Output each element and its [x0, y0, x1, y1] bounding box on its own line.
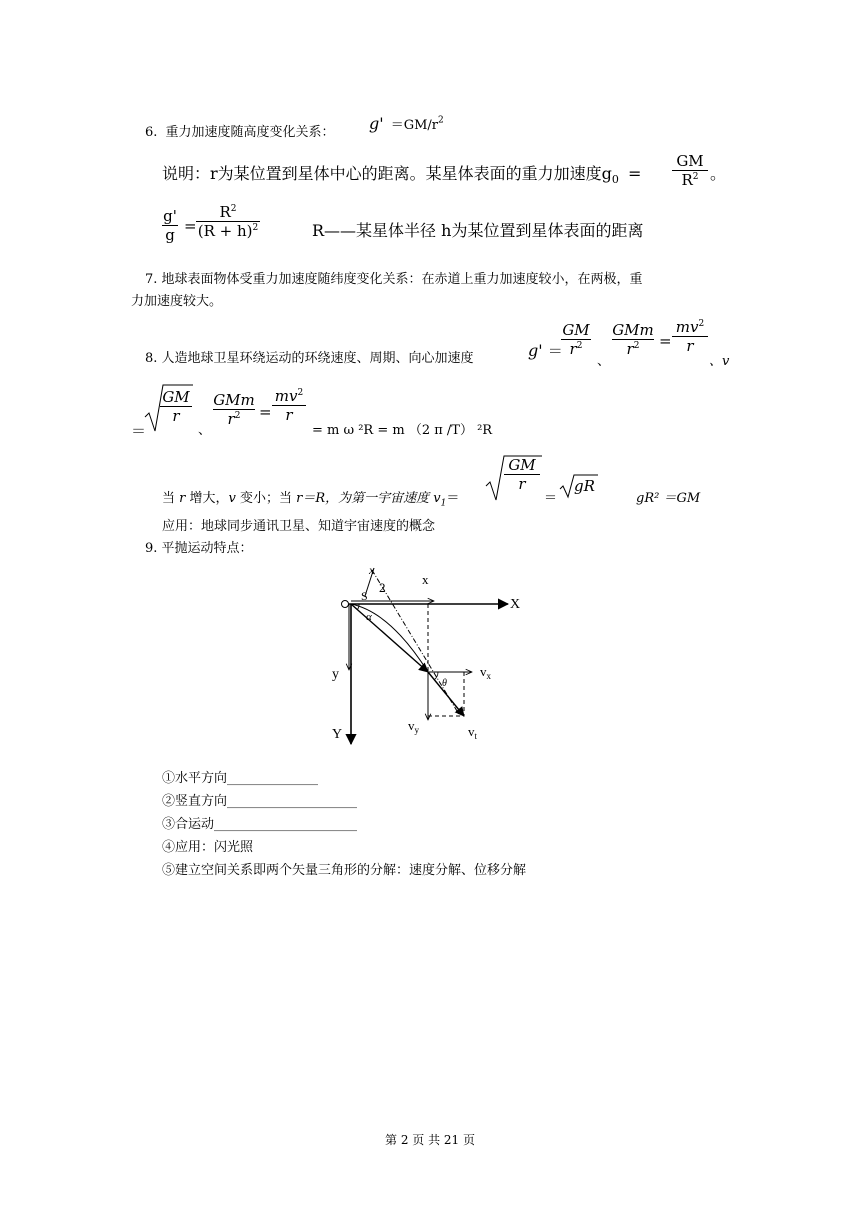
item8-f1-exp: 2 [576, 341, 583, 351]
label-vy: $v_y$ [408, 718, 419, 735]
note-eq: = [628, 164, 642, 183]
line2-sqrt-frac [160, 388, 192, 425]
note-end: 。 [710, 164, 727, 183]
item7-line2: 力加速度较大。 [131, 294, 223, 309]
blank-horizontal: ①水平方向______________ [162, 771, 319, 786]
line2-f3-num: mv [274, 387, 298, 405]
page-footer: 第 2 页 共 21 页 [385, 1133, 475, 1147]
line2-sqrt-num: GM [162, 388, 190, 406]
ratio-eq: = [184, 217, 197, 235]
label-X: X [510, 597, 521, 612]
line3-a: 当 [162, 491, 180, 506]
item8-f3-exp: 2 [698, 319, 705, 329]
ratio-rhs-num: R [219, 203, 231, 221]
item6-label [145, 121, 335, 140]
blank-vertical: ②竖直方向____________________ [162, 794, 358, 809]
item6-note [162, 161, 645, 186]
label-y: y [332, 667, 339, 682]
note-subscript: 0 [611, 173, 619, 187]
item9-application: ④应用：闪光照 [162, 840, 254, 855]
note-text: 说明：r为某位置到星体中心的距离。某星体表面的重力加速度g [162, 164, 612, 183]
line2-tail: = m ω ²R = m （2 π /T） ²R [312, 423, 493, 438]
line3-sqrt-den: r [518, 475, 526, 493]
line3-sqrt-num: GM [508, 456, 536, 474]
item8-f2-exp: 2 [633, 341, 640, 351]
line2-sep: 、 [198, 423, 212, 438]
label-vt: $v_t$ [468, 724, 478, 741]
line2-frac3 [272, 387, 306, 424]
line3-sub: 1 [440, 498, 447, 509]
line2-f3-den: r [285, 406, 293, 424]
line3-b: 增大， [185, 491, 229, 506]
line3-d: r＝R，为第一宇宙速度 v [296, 491, 441, 506]
item8-frac2 [612, 321, 654, 358]
g-prime-symbol: g' [369, 114, 384, 133]
item8-sep: 、 [597, 354, 611, 369]
projectile-diagram [330, 560, 530, 750]
label-alpha: α [366, 611, 372, 623]
note-frac-den: R [681, 171, 693, 189]
item8-f3-den: r [686, 337, 694, 355]
ratio-rhs-den-exp: 2 [252, 223, 259, 233]
ratio-lhs [162, 207, 178, 244]
note-fraction [672, 152, 708, 189]
item8-label: 8. 人造地球卫星环绕运动的环绕速度、周期、向心加速度 [145, 351, 474, 366]
item6-text: 重力加速度随高度变化关系： [165, 125, 335, 140]
line2-f2-exp: 2 [234, 411, 241, 421]
item8-f1-den: r [569, 340, 577, 358]
item8-eq: ＝ [547, 342, 563, 360]
line2-eq: ＝ [131, 422, 147, 440]
label-x-half-2: 2 [379, 580, 386, 595]
item8-application: 应用：地球同步通讯卫星、知道宇宙速度的概念 [162, 519, 436, 534]
line3-sqrt-gr: gR [574, 477, 595, 495]
item9-label: 9. 平抛运动特点： [145, 541, 253, 556]
line3-c: 变小；当 [235, 491, 297, 506]
note-frac-num: GM [676, 152, 704, 170]
item8-f1-num: GM [562, 321, 590, 339]
g-formula-exp: 2 [438, 115, 444, 126]
item8-frac3 [672, 318, 708, 355]
item8-sep-v: 、v [709, 354, 730, 369]
blank-combined: ③合运动______________________ [162, 817, 358, 832]
item8-frac1 [561, 321, 591, 358]
ratio-den: g [165, 226, 175, 244]
line3-sqrt-frac [504, 456, 540, 493]
line2-eq2: = [259, 403, 272, 421]
note-frac-den-exp: 2 [692, 172, 699, 182]
item7-line1: 7. 地球表面物体受重力加速度随纬度变化关系：在赤道上重力加速度较小，在两极，重 [145, 272, 643, 287]
label-x: x [422, 572, 429, 587]
line2-sqrt-den: r [172, 407, 180, 425]
line3-r: r [179, 491, 186, 506]
item8-g-prime: g' [528, 341, 543, 360]
ratio-rhs-den: (R + h) [197, 222, 253, 240]
ratio-num: g' [163, 207, 177, 225]
line2-f3-exp: 2 [297, 388, 304, 398]
line2-frac2 [213, 391, 255, 428]
line3-f: ＝ [544, 491, 558, 506]
item6-number: 6. [145, 125, 158, 140]
line2-f2-num: GMm [213, 391, 255, 409]
label-vx: $v_x$ [480, 664, 491, 681]
item8-gprime [528, 340, 563, 361]
label-theta: θ [442, 678, 447, 689]
item8-f2-den: r [626, 340, 634, 358]
label-x-half-x: x [369, 563, 375, 577]
line3-v: v [228, 491, 236, 506]
item8-eq2: = [659, 332, 672, 350]
ratio-rhs [196, 203, 260, 240]
ratio-rhs-num-exp: 2 [230, 204, 237, 214]
g-formula-text: ＝GM/r [390, 118, 439, 133]
item8-f3-num: mv [675, 318, 699, 336]
line3-e: ＝ [446, 491, 460, 506]
line3-gr2: gR² ＝GM [636, 491, 701, 506]
line2-f2-den: r [227, 410, 235, 428]
item6-formula [369, 114, 444, 133]
label-S: S [361, 589, 368, 603]
item8-f2-num: GMm [612, 321, 654, 339]
line3-text [162, 487, 459, 509]
ratio-explain: R——某星体半径 h为某位置到星体表面的距离 [312, 221, 644, 240]
label-Y: Y [332, 727, 343, 742]
item9-decompose: ⑤建立空间关系即两个矢量三角形的分解：速度分解、位移分解 [162, 863, 527, 878]
